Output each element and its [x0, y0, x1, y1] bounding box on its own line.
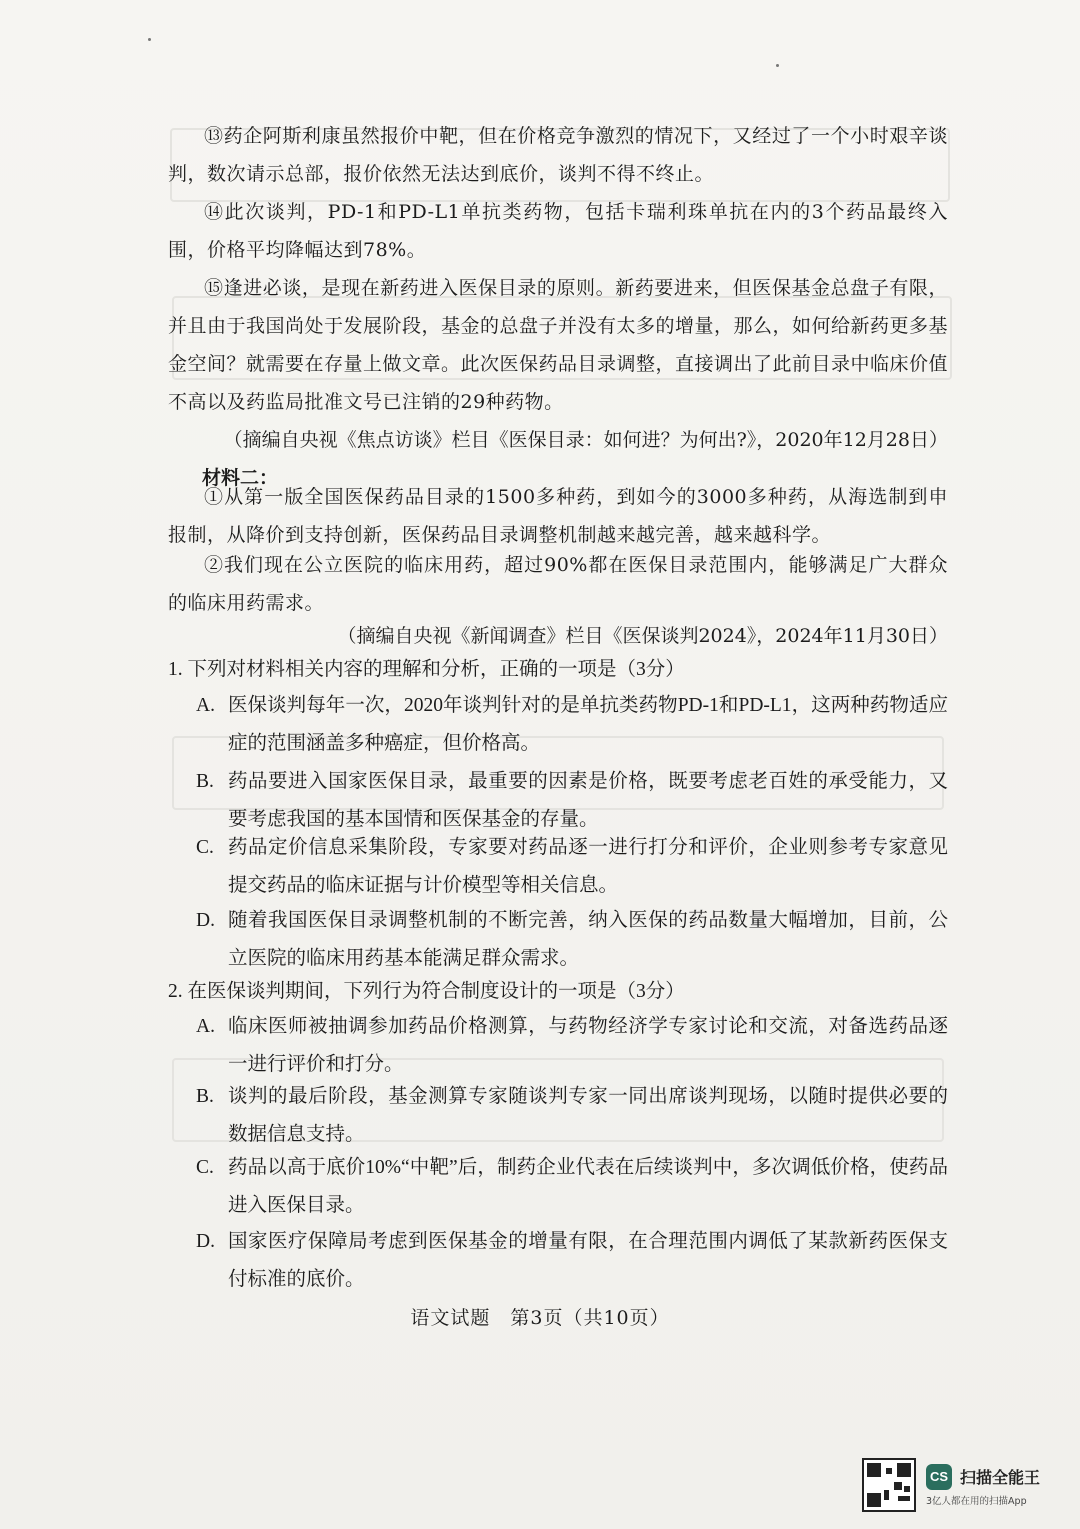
source-citation-2: （摘编自央视《新闻调查》栏目《医保谈判2024》，2024年11月30日）	[337, 625, 948, 647]
option-text: 药品定价信息采集阶段，专家要对药品逐一进行打分和评价，企业则参考专家意见提交药品的临床证据与计价模型等相关信息。	[228, 837, 948, 896]
question-2-stem: 2. 在医保谈判期间，下列行为符合制度设计的一项是（3分）	[168, 981, 685, 1002]
qr-code-icon	[862, 1458, 916, 1512]
material-two-paragraph-2: ②我们现在公立医院的临床用药，超过90%都在医保目录范围内，能够满足广大群众的临床用药需求。	[168, 554, 948, 614]
question-1-option-d	[196, 902, 948, 978]
watermark-app-name: 扫描全能王	[960, 1468, 1041, 1487]
material-two-paragraph-1: ①从第一版全国医保药品目录的1500多种药，到如今的3000多种药，从海选制到申报制，从降价到支持创新，医保药品目录调整机制越来越完善，越来越科学。	[168, 486, 948, 546]
scan-speck	[776, 64, 779, 67]
watermark-text-group	[926, 1464, 1040, 1507]
option-letter: D.	[196, 910, 215, 931]
option-letter: B.	[196, 1086, 214, 1107]
option-letter: A.	[196, 695, 215, 716]
option-letter: A.	[196, 1016, 215, 1037]
option-letter: C.	[196, 837, 214, 858]
question-2-option-c	[196, 1149, 948, 1225]
question-1-option-a	[196, 687, 948, 763]
question-2-option-a	[196, 1008, 948, 1084]
question-1-option-b	[196, 763, 948, 839]
option-letter: B.	[196, 771, 214, 792]
option-text: 药品要进入国家医保目录，最重要的因素是价格，既要考虑老百姓的承受能力，又要考虑我国的基本国情和医保基金的存量。	[228, 771, 948, 830]
option-text: 临床医师被抽调参加药品价格测算，与药物经济学专家讨论和交流，对备选药品逐一进行评价和打分。	[228, 1016, 948, 1075]
option-text: 国家医疗保障局考虑到医保基金的增量有限，在合理范围内调低了某款新药医保支付标准的底价。	[228, 1231, 948, 1290]
question-2-option-d	[196, 1223, 948, 1299]
question-2-option-b	[196, 1078, 948, 1154]
option-text: 随着我国医保目录调整机制的不断完善，纳入医保的药品数量大幅增加，目前，公立医院的临床用药基本能满足群众需求。	[228, 910, 948, 969]
question-1-stem: 1. 下列对材料相关内容的理解和分析，正确的一项是（3分）	[168, 659, 685, 680]
scan-speck	[148, 38, 151, 41]
source-citation-1: （摘编自央视《焦点访谈》栏目《医保目录：如何进？为何出?》，2020年12月28日）	[223, 429, 948, 451]
scanner-watermark	[862, 1458, 1040, 1512]
option-text: 谈判的最后阶段，基金测算专家随谈判专家一同出席谈判现场，以随时提供必要的数据信息支持。	[228, 1086, 948, 1145]
watermark-tagline: 3亿人都在用的扫描App	[926, 1495, 1027, 1507]
cs-logo-icon: CS	[926, 1464, 952, 1490]
paragraph-13: ⑬药企阿斯利康虽然报价中靶，但在价格竞争激烈的情况下，又经过了一个小时艰辛谈判，数次请示总部，报价依然无法达到底价，谈判不得不终止。	[168, 125, 948, 185]
option-letter: D.	[196, 1231, 215, 1252]
option-text: 医保谈判每年一次，2020年谈判针对的是单抗类药物PD-1和PD-L1，这两种药物适应症的范围涵盖多种癌症，但价格高。	[228, 695, 948, 754]
option-text: 药品以高于底价10%“中靶”后，制药企业代表在后续谈判中，多次调低价格，使药品进入医保目录。	[228, 1157, 948, 1216]
paragraph-15: ⑮逢进必谈，是现在新药进入医保目录的原则。新药要进来，但医保基金总盘子有限，并且由于我国尚处于发展阶段，基金的总盘子并没有太多的增量，那么，如何给新药更多基金空间？就需要在存量上做文章。此次医保药品目录调整，直接调出了此前目录中临床价值不高以及药监局批准文号已注销的29种药物。	[168, 277, 949, 413]
material-two-heading: 材料二：	[202, 467, 279, 489]
paragraph-14: ⑭此次谈判，PD-1和PD-L1单抗类药物，包括卡瑞利珠单抗在内的3个药品最终入围，价格平均降幅达到78%。	[168, 201, 948, 261]
option-letter: C.	[196, 1157, 214, 1178]
page-footer: 语文试题 第3页（共10页）	[410, 1307, 670, 1329]
question-1-option-c	[196, 829, 948, 905]
